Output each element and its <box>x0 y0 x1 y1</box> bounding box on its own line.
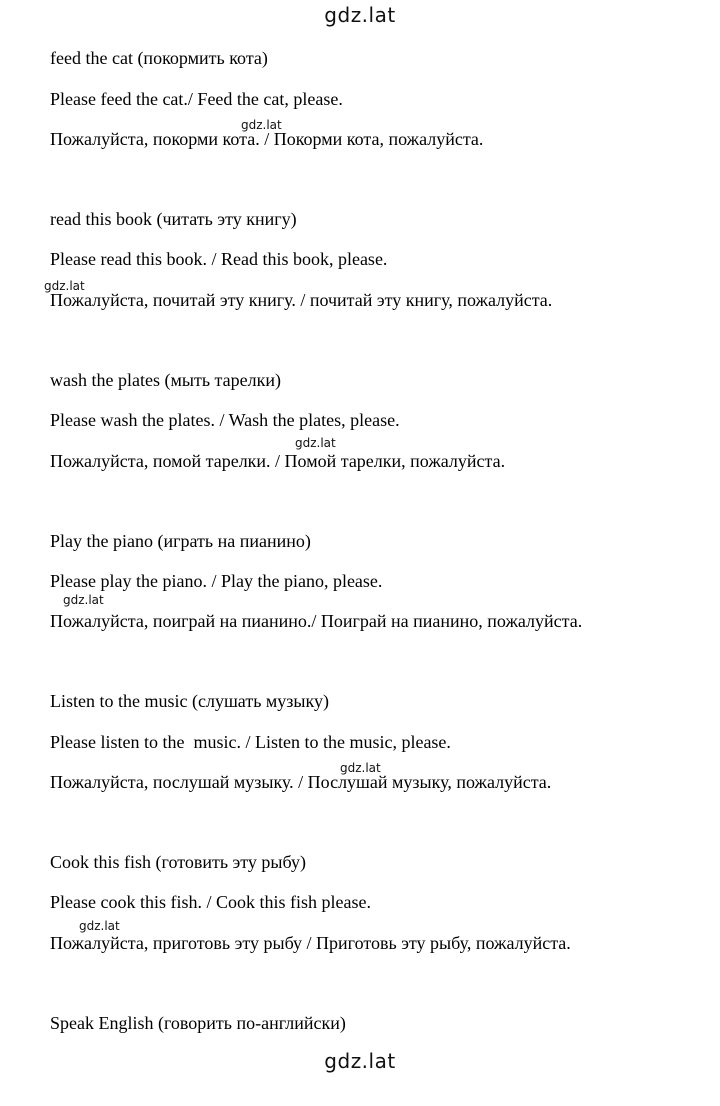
entry-3-english: Please wash the plates. / Wash the plates, please. <box>50 410 400 430</box>
entry-7-phrase: Speak English (говорить по-английски) <box>50 1013 346 1033</box>
inline-watermark: gdz.lat <box>44 279 85 293</box>
header-watermark: gdz.lat <box>324 3 396 27</box>
entry-1-russian: Пожалуйста, покорми кота. / Покорми кота, пожалуйста. <box>50 129 484 149</box>
entry-5-english: Please listen to the music. / Listen to the music, please. <box>50 732 451 752</box>
entry-3-phrase: wash the plates (мыть тарелки) <box>50 370 281 390</box>
inline-watermark: gdz.lat <box>63 593 104 607</box>
entry-5-phrase: Listen to the music (слушать музыку) <box>50 691 329 711</box>
entry-4-english: Please play the piano. / Play the piano, please. <box>50 571 383 591</box>
entry-2-russian: Пожалуйста, почитай эту книгу. / почитай эту книгу, пожалуйста. <box>50 290 553 310</box>
inline-watermark: gdz.lat <box>295 436 336 450</box>
entry-2-phrase: read this book (читать эту книгу) <box>50 209 297 229</box>
entry-1-phrase: feed the cat (покормить кота) <box>50 48 268 68</box>
entry-4-phrase: Play the piano (играть на пианино) <box>50 531 311 551</box>
entry-6-russian: Пожалуйста, приготовь эту рыбу / Приготовь эту рыбу, пожалуйста. <box>50 933 571 953</box>
inline-watermark: gdz.lat <box>340 761 381 775</box>
entry-1-english: Please feed the cat./ Feed the cat, please. <box>50 89 343 109</box>
entry-2-english: Please read this book. / Read this book, please. <box>50 249 388 269</box>
entry-4-russian: Пожалуйста, поиграй на пианино./ Поиграй на пианино, пожалуйста. <box>50 611 583 631</box>
entry-3-russian: Пожалуйста, помой тарелки. / Помой тарелки, пожалуйста. <box>50 451 506 471</box>
entry-6-phrase: Cook this fish (готовить эту рыбу) <box>50 852 306 872</box>
inline-watermark: gdz.lat <box>241 118 282 132</box>
entry-6-english: Please cook this fish. / Cook this fish please. <box>50 892 371 912</box>
entry-5-russian: Пожалуйста, послушай музыку. / Послушай музыку, пожалуйста. <box>50 772 552 792</box>
inline-watermark: gdz.lat <box>79 919 120 933</box>
footer-watermark: gdz.lat <box>324 1049 396 1073</box>
